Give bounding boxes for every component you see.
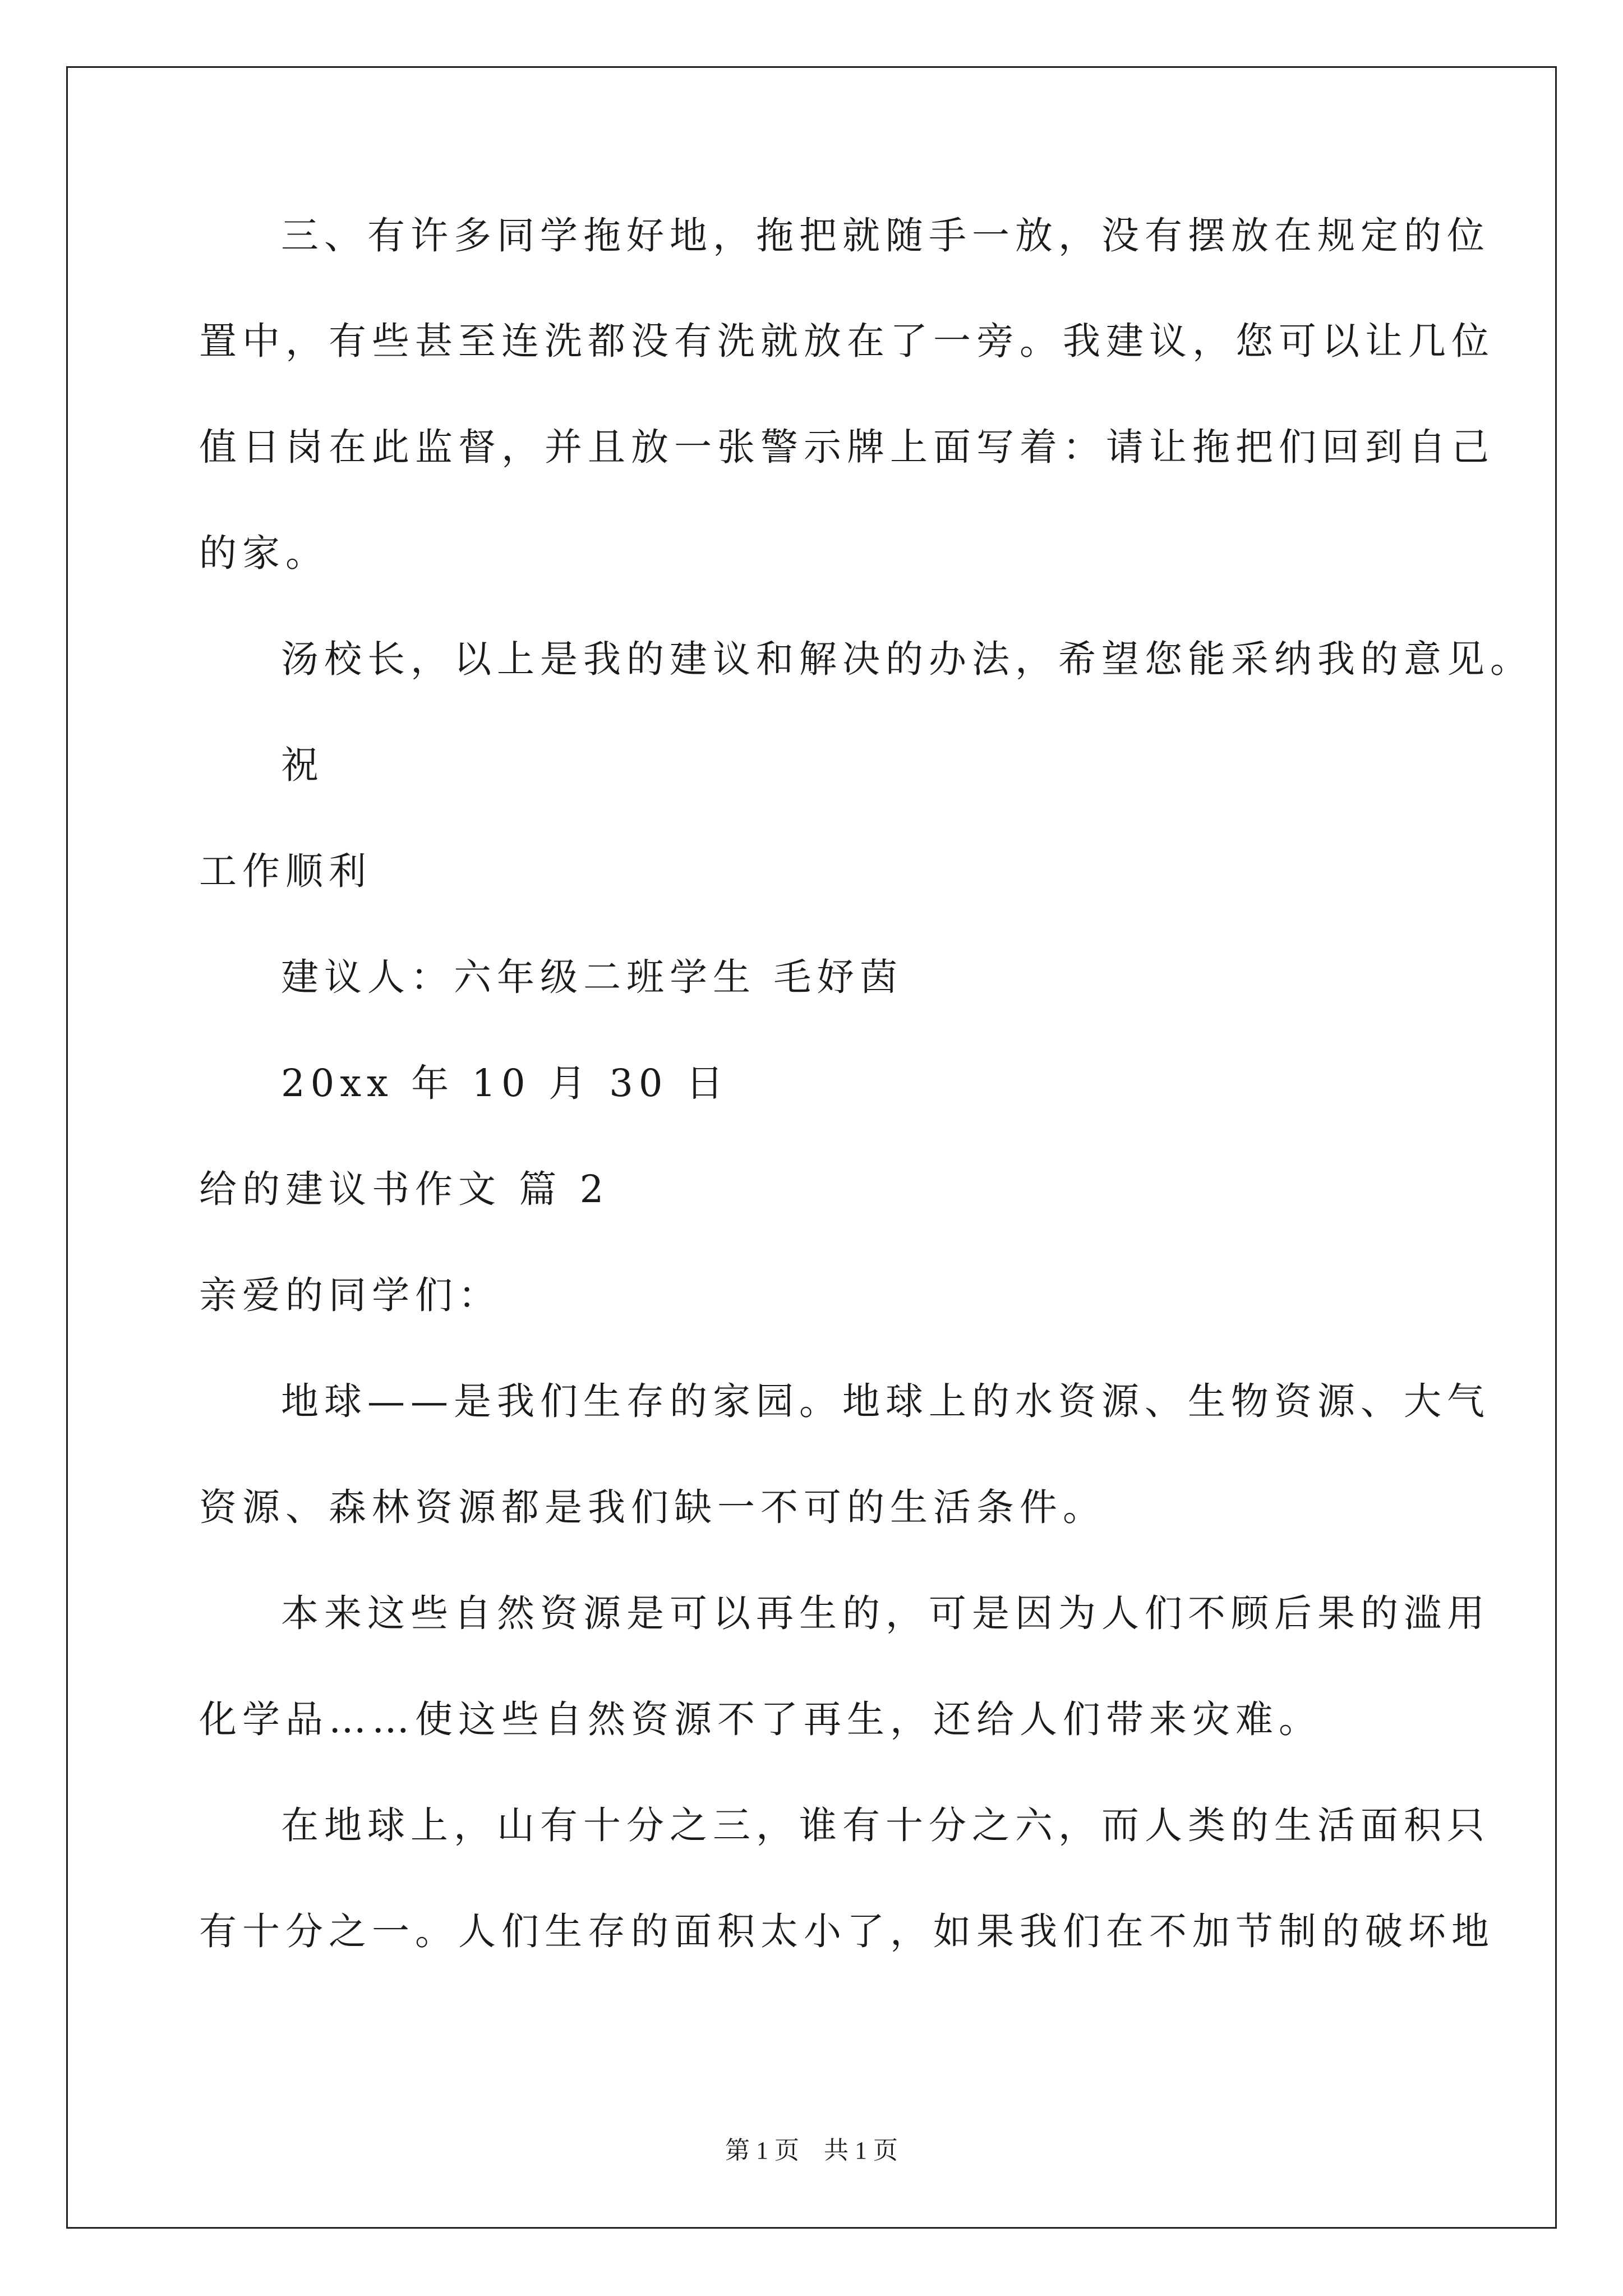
greeting: 亲爱的同学们： (199, 1273, 501, 1317)
page-footer: 第 1 页 共 1 页 (725, 2137, 898, 2164)
paragraph-line: 有十分之一。人们生存的面积太小了，如果我们在不加节制的破坏地 (199, 1910, 1495, 1953)
paragraph-line: 三、有许多同学拖好地，拖把就随手一放，没有摆放在规定的位 (281, 214, 1490, 257)
paragraph-line: 资源、森林资源都是我们缺一不可的生活条件。 (199, 1485, 1106, 1529)
date: 20xx 年 10 月 30 日 (281, 1061, 729, 1105)
signature: 建议人：六年级二班学生 毛妤茵 (281, 955, 903, 999)
paragraph-line: 化学品……使这些自然资源不了再生，还给人们带来灾难。 (199, 1697, 1322, 1741)
page-border (66, 66, 1557, 2229)
closing-wish: 工作顺利 (199, 849, 372, 893)
paragraph-line: 汤校长，以上是我的建议和解决的办法，希望您能采纳我的意见。 (281, 637, 1533, 681)
section-heading: 给的建议书作文 篇 2 (199, 1167, 610, 1211)
closing-salutation: 祝 (281, 743, 324, 787)
paragraph-line: 在地球上，山有十分之三，谁有十分之六，而人类的生活面积只 (281, 1803, 1490, 1847)
paragraph-line: 置中，有些甚至连洗都没有洗就放在了一旁。我建议，您可以让几位 (199, 319, 1495, 363)
paragraph-line: 地球——是我们生存的家园。地球上的水资源、生物资源、大气 (281, 1379, 1490, 1423)
paragraph-line: 的家。 (199, 531, 329, 575)
paragraph-line: 本来这些自然资源是可以再生的，可是因为人们不顾后果的滥用 (281, 1591, 1490, 1635)
paragraph-line: 值日岗在此监督，并且放一张警示牌上面写着：请让拖把们回到自己 (199, 425, 1495, 469)
